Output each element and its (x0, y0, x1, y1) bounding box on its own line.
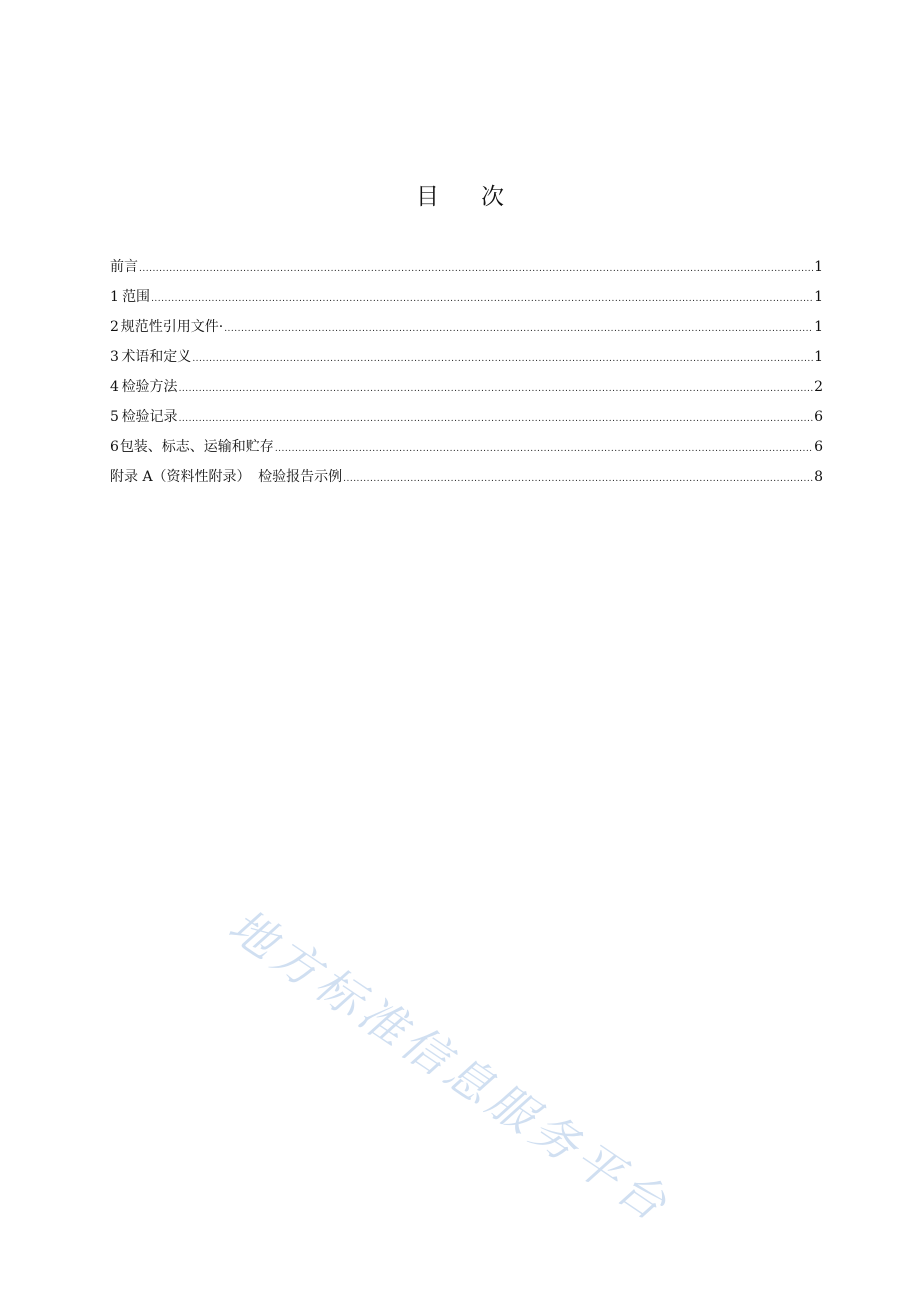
toc-appendix-label: 附录 A（资料性附录） (110, 469, 251, 485)
toc-entry-packaging[interactable] (110, 436, 823, 466)
toc-entry-page: 1 (814, 319, 823, 335)
toc-entry-text: 术语和定义 (121, 349, 192, 365)
toc-leader-dots (275, 438, 813, 460)
toc-entry-number: 3 (110, 349, 119, 365)
toc-leader-dots (343, 468, 813, 490)
toc-leader-dots (179, 408, 814, 430)
toc-leader-dots (224, 318, 813, 340)
toc-leader-dots (192, 348, 813, 370)
toc-title (0, 178, 920, 211)
toc-entry-text: 规范性引用文件· (120, 319, 224, 335)
toc-leader-dots (151, 288, 813, 310)
toc-entry-text: 检验记录 (121, 409, 178, 425)
toc-leader-dots (179, 378, 814, 400)
toc-entry-foreword[interactable] (110, 256, 823, 286)
toc-entry-appendix-a[interactable] (110, 466, 823, 496)
toc-entry-page: 1 (814, 259, 823, 275)
toc-entry-text: 包装、标志、运输和贮存 (119, 439, 274, 455)
watermark-text: 地方标准信息服务平台 (219, 898, 681, 1234)
toc-entry-terms-definitions[interactable] (110, 346, 823, 376)
toc-title-part1: 目 (416, 184, 439, 210)
toc-entry-number: 4 (110, 379, 119, 395)
toc-entry-number: 6 (110, 439, 119, 455)
toc-list (110, 256, 823, 496)
toc-entry-text: 检验方法 (121, 379, 178, 395)
toc-entry-page: 1 (814, 349, 823, 365)
toc-leader-dots (139, 258, 813, 280)
toc-entry-page: 6 (814, 439, 823, 455)
toc-entry-number: 1 (110, 289, 119, 305)
toc-entry-number: 2 (110, 319, 119, 335)
toc-entry-text: 前言 (110, 259, 138, 275)
toc-entry-test-records[interactable] (110, 406, 823, 436)
toc-entry-scope[interactable] (110, 286, 823, 316)
toc-entry-test-methods[interactable] (110, 376, 823, 406)
toc-entry-page: 2 (814, 379, 823, 395)
toc-title-part2: 次 (481, 184, 504, 210)
toc-entry-number: 5 (110, 409, 119, 425)
toc-entry-page: 8 (814, 469, 823, 485)
toc-entry-page: 1 (814, 289, 823, 305)
toc-entry-normative-references[interactable] (110, 316, 823, 346)
toc-appendix-text: 检验报告示例 (258, 469, 343, 485)
toc-entry-text: 范围 (122, 289, 151, 305)
toc-entry-page: 6 (814, 409, 823, 425)
